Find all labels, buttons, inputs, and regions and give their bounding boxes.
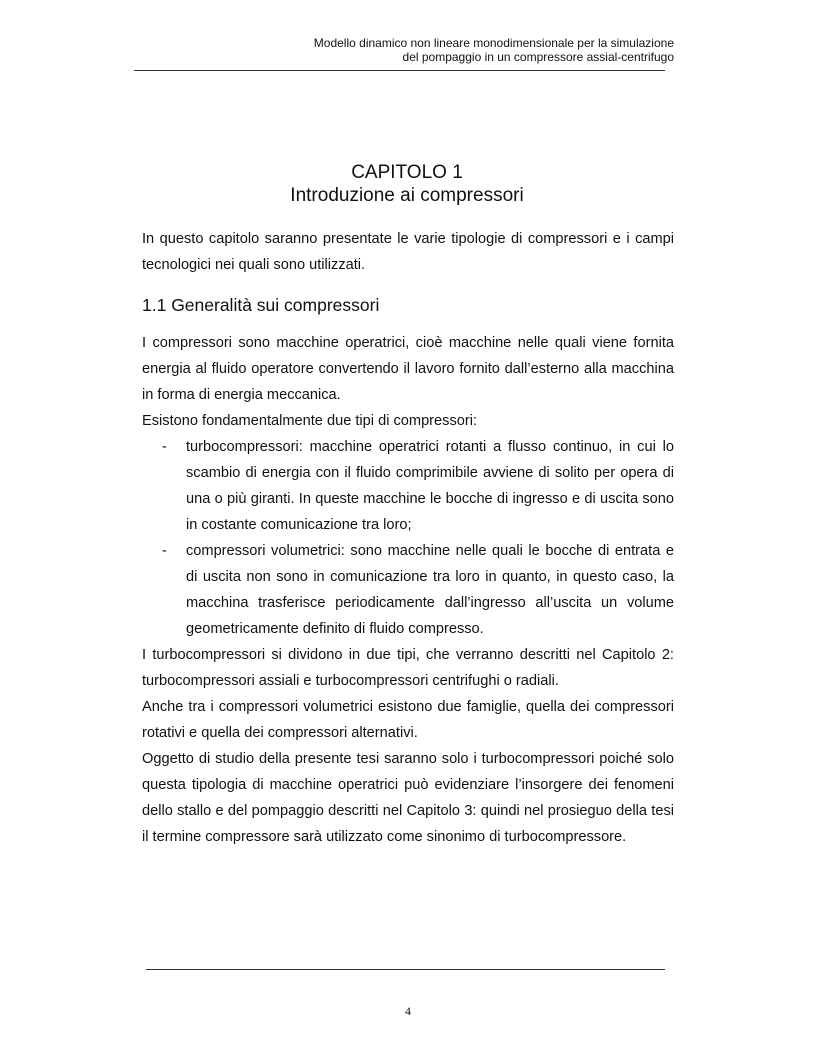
chapter-number: CAPITOLO 1: [351, 162, 463, 183]
section-body: [142, 330, 674, 850]
body-paragraph: Esistono fondamentalmente due tipi di compressori:: [142, 413, 478, 429]
compressor-types-list: [142, 434, 674, 642]
list-bullet: -: [162, 439, 167, 455]
body-paragraph: I turbocompressori si dividono in due tipi, che verranno descritti nel Capitolo 2: turbocompressori assiali e turbocompressori centrifughi o radiali.: [142, 647, 674, 689]
section-heading: 1.1 Generalità sui compressori: [142, 295, 380, 315]
list-item-text: turbocompressori: macchine operatrici rotanti a flusso continuo, in cui lo scambio di energia con il fluido comprimibile avviene di solito per opera di una o più giranti. In queste macchine le bocche di ingresso e di uscita sono in costante comunicazione tra loro;: [186, 439, 674, 533]
page-number: 4: [405, 1004, 411, 1018]
header-divider: [134, 70, 665, 71]
running-header: [140, 36, 674, 64]
intro-paragraph: In questo capitolo saranno presentate le varie tipologie di compressori e i campi tecnologici nei quali sono utilizzati.: [142, 231, 674, 273]
chapter-name: Introduzione ai compressori: [290, 185, 524, 206]
chapter-title: [140, 161, 674, 207]
list-item-text: compressori volumetrici: sono macchine nelle quali le bocche di entrata e di uscita non sono in comunicazione tra loro in quanto, in questo caso, la macchina trasferisce periodicamente dall’ingresso all’uscita un volume geometricamente definito di fluido compresso.: [186, 543, 674, 637]
body-paragraph: Anche tra i compressori volumetrici esistono due famiglie, quella dei compressori rotativi e quella dei compressori alternativi.: [142, 699, 674, 741]
body-paragraph: Oggetto di studio della presente tesi saranno solo i turbocompressori poiché solo questa tipologia di macchine operatrici può evidenziare l’insorgere dei fenomeni dello stallo e del pompaggio descritti nel Capitolo 3: quindi nel prosieguo della tesi il termine compressore sarà utilizzato come sinonimo di turbocompressore.: [142, 751, 674, 845]
list-item: [142, 434, 674, 538]
running-header-line-1: Modello dinamico non lineare monodimensionale per la simulazione: [313, 36, 674, 50]
list-item: [142, 538, 674, 642]
list-bullet: -: [162, 543, 167, 559]
running-header-line-2: del pompaggio in un compressore assial-centrifugo: [402, 50, 674, 64]
body-paragraph: I compressori sono macchine operatrici, cioè macchine nelle quali viene fornita energia al fluido operatore convertendo il lavoro fornito dall’esterno alla macchina in forma di energia meccanica.: [142, 335, 674, 403]
footer-divider: [146, 969, 665, 970]
